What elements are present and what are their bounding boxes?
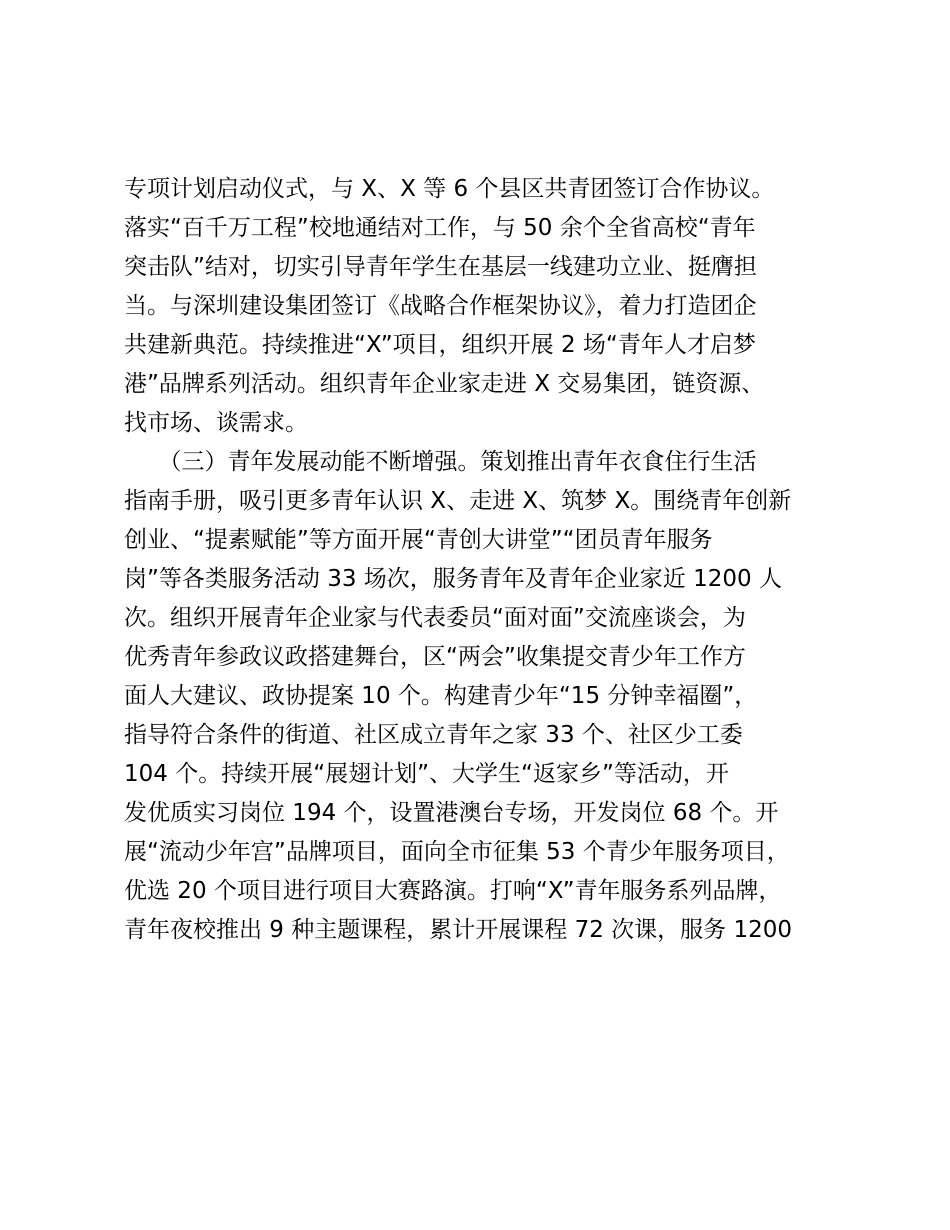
- text-line: 指南手册，吸引更多青年认识 X、走进 X、筑梦 X。围绕青年创新: [124, 488, 792, 514]
- text-line: 共建新典范。持续推进“X”项目，组织开展 2 场“青年人才启梦: [124, 332, 756, 358]
- text-line: 突击队”结对，切实引导青年学生在基层一线建功立业、挺膺担: [124, 254, 757, 280]
- text-line: 104 个。持续开展“展翅计划”、大学生“返家乡”等活动，开: [124, 761, 729, 787]
- text-line: 次。组织开展青年企业家与代表委员“面对面”交流座谈会，为: [124, 605, 746, 631]
- text-line: 岗”等各类服务活动 33 场次，服务青年及青年企业家近 1200 人: [124, 566, 782, 592]
- text-line: 优秀青年参政议政搭建舞台，区“两会”收集提交青少年工作方: [124, 644, 746, 670]
- text-line: 指导符合条件的街道、社区成立青年之家 33 个、社区少工委: [124, 722, 743, 748]
- text-line: 青年夜校推出 9 种主题课程，累计开展课程 72 次课，服务 1200: [124, 917, 792, 943]
- text-line: 展“流动少年宫”品牌项目，面向全市征集 53 个青少年服务项目，: [124, 839, 790, 865]
- text-line: 面人大建议、政协提案 10 个。构建青少年“15 分钟幸福圈”，: [124, 683, 758, 709]
- text-line: 创业、“提素赋能”等方面开展“青创大讲堂”“团员青年服务: [124, 527, 713, 553]
- text-line: 发优质实习岗位 194 个，设置港澳台专场，开发岗位 68 个。开: [124, 800, 779, 826]
- text-line: 港”品牌系列活动。组织青年企业家走进 X 交易集团，链资源、: [124, 371, 765, 397]
- body-text: [124, 170, 864, 950]
- text-line: 当。与深圳建设集团签订《战略合作框架协议》，着力打造团企: [124, 293, 757, 319]
- text-line: 优选 20 个项目进行项目大赛路演。打响“X”青年服务系列品牌，: [124, 878, 782, 904]
- text-line: 专项计划启动仪式，与 X、X 等 6 个县区共青团签订合作协议。: [124, 176, 775, 202]
- text-line: 落实“百千万工程”校地通结对工作，与 50 余个全省高校“青年: [124, 215, 756, 241]
- section-heading-line: （三）青年发展动能不断增强。策划推出青年衣食住行生活: [124, 449, 757, 475]
- text-line: 找市场、谈需求。: [124, 410, 308, 436]
